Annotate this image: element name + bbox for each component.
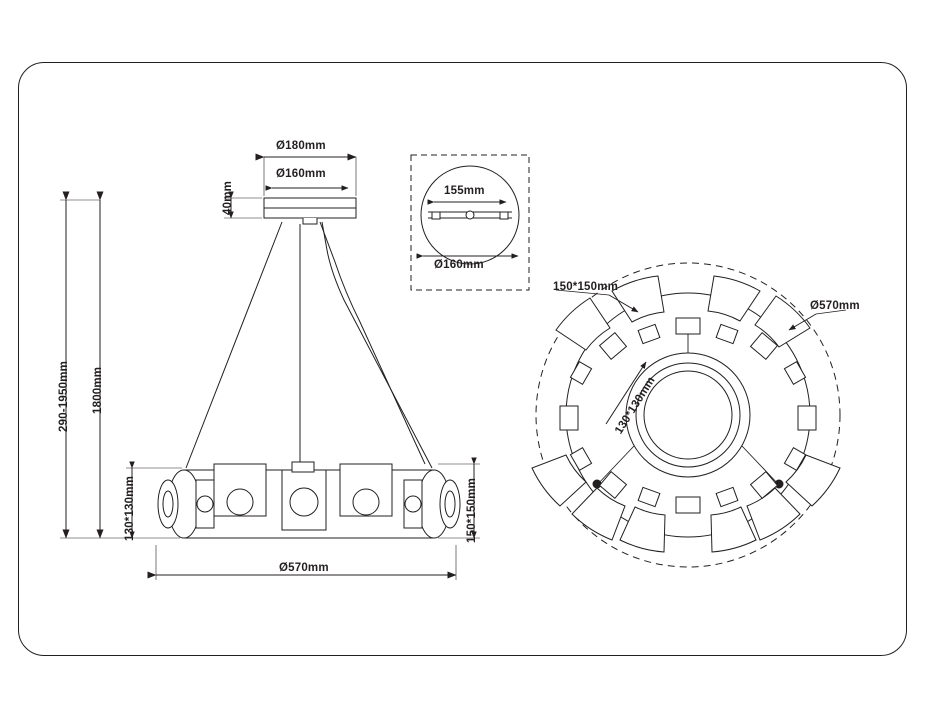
label-canopy-height: 40mm [222, 180, 234, 215]
label-canopy-outer-diameter: Ø180mm [276, 140, 326, 152]
label-module-small-front: 130*130mm [124, 475, 136, 541]
label-top-module-large: 150*150mm [553, 281, 619, 293]
label-top-diameter: Ø570mm [810, 300, 860, 312]
label-top-module-small: 130*130mm [613, 374, 658, 437]
label-canopy-inner-diameter: Ø160mm [276, 168, 326, 180]
label-suspension-range: 290-1950mm [58, 360, 70, 432]
label-detail-diameter: Ø160mm [434, 259, 484, 271]
label-module-large-front: 150*150mm [466, 477, 478, 543]
label-cable-length: 1800mm [92, 366, 104, 414]
label-fixture-diameter-front: Ø570mm [279, 562, 329, 574]
label-detail-width: 155mm [444, 185, 485, 197]
